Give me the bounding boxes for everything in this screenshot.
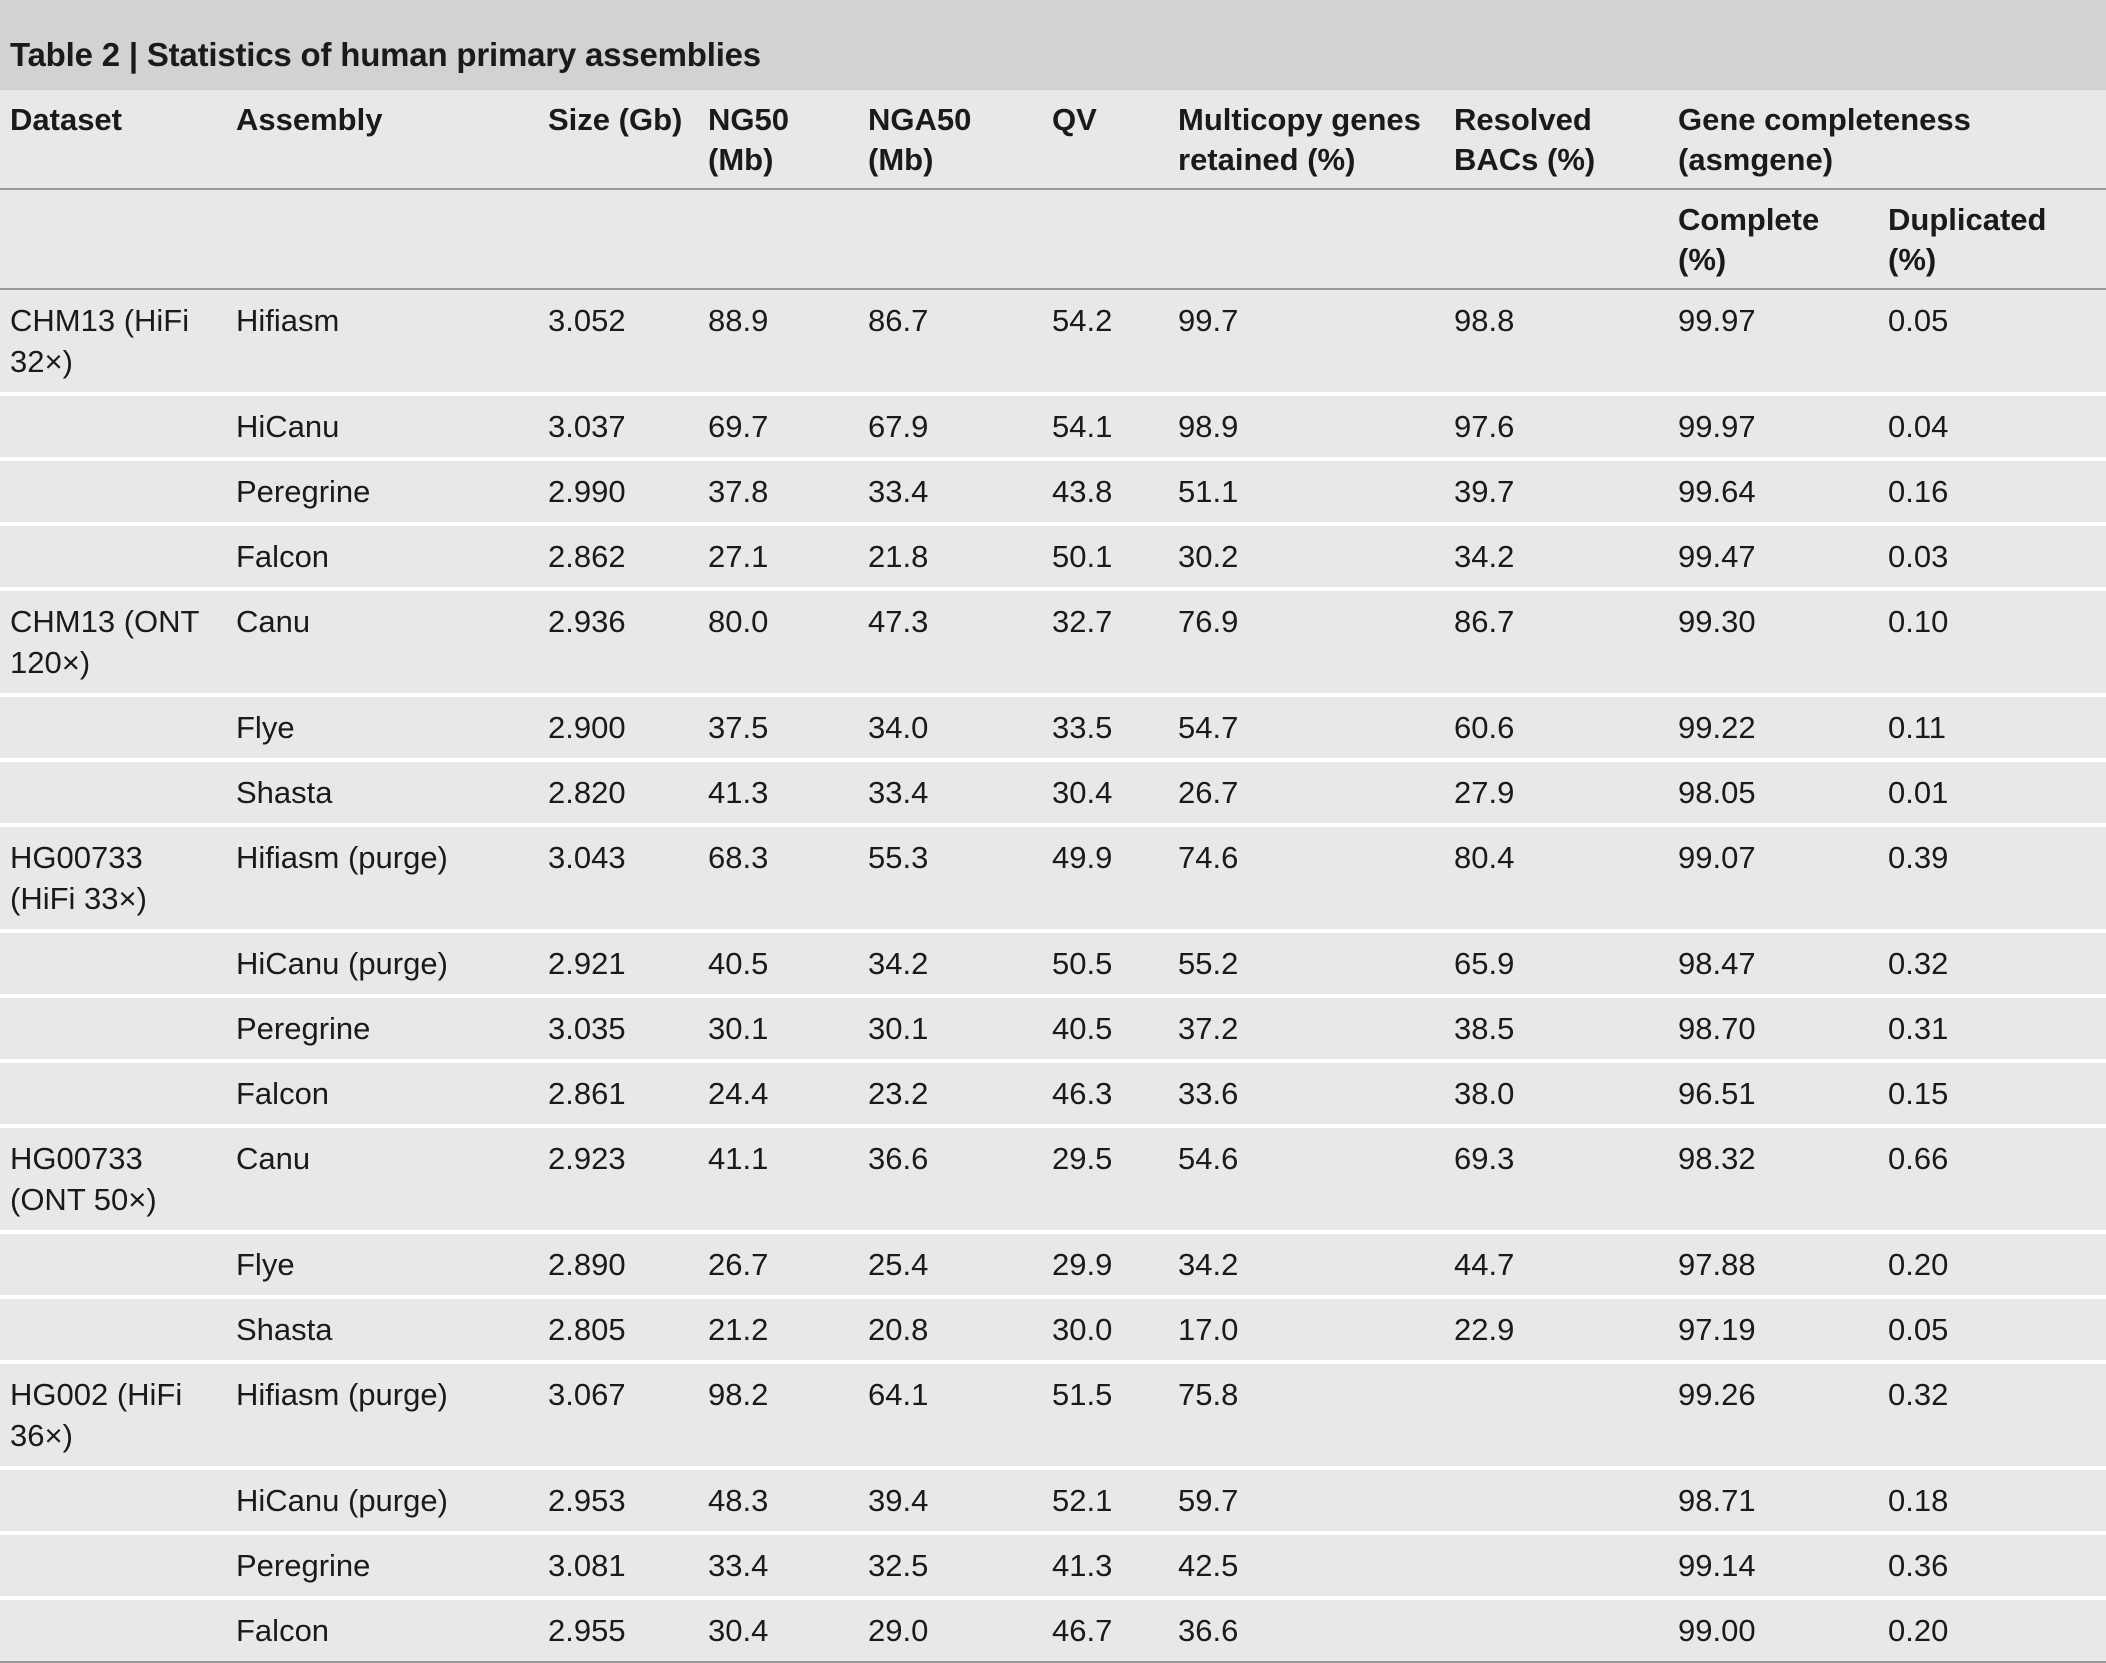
cell-duplicated: 0.18: [1878, 1468, 2106, 1533]
cell-ng50: 37.8: [698, 459, 858, 524]
table-row: [0, 524, 2106, 589]
cell-dataset: [0, 1061, 226, 1126]
cell-duplicated: 0.32: [1878, 1362, 2106, 1468]
cell-multicopy: 42.5: [1168, 1533, 1444, 1598]
cell-ng50: 37.5: [698, 695, 858, 760]
cell-multicopy: 26.7: [1168, 760, 1444, 825]
cell-dataset: HG00733 (HiFi 33×): [0, 825, 226, 931]
cell-dataset: [0, 695, 226, 760]
cell-nga50: 47.3: [858, 589, 1042, 695]
cell-multicopy: 54.6: [1168, 1126, 1444, 1232]
cell-ng50: 98.2: [698, 1362, 858, 1468]
table-row: [0, 459, 2106, 524]
header-dataset: Dataset: [0, 90, 226, 189]
cell-ng50: 69.7: [698, 394, 858, 459]
cell-multicopy: 34.2: [1168, 1232, 1444, 1297]
header-qv: QV: [1042, 90, 1168, 189]
cell-qv: 30.4: [1042, 760, 1168, 825]
cell-nga50: 55.3: [858, 825, 1042, 931]
header-duplicated: Duplicated (%): [1878, 189, 2106, 289]
cell-complete: 99.64: [1668, 459, 1878, 524]
cell-dataset: CHM13 (HiFi 32×): [0, 289, 226, 394]
cell-bacs: 44.7: [1444, 1232, 1668, 1297]
cell-bacs: 27.9: [1444, 760, 1668, 825]
cell-qv: 46.3: [1042, 1061, 1168, 1126]
cell-ng50: 24.4: [698, 1061, 858, 1126]
table-title-bar: [0, 0, 2106, 90]
cell-size: 2.921: [538, 931, 698, 996]
cell-multicopy: 59.7: [1168, 1468, 1444, 1533]
cell-bacs: 34.2: [1444, 524, 1668, 589]
cell-size: 2.900: [538, 695, 698, 760]
cell-size: 3.037: [538, 394, 698, 459]
assembly-statistics-table: [0, 90, 2106, 1663]
cell-assembly: Shasta: [226, 1297, 538, 1362]
cell-nga50: 39.4: [858, 1468, 1042, 1533]
cell-size: 3.081: [538, 1533, 698, 1598]
cell-nga50: 30.1: [858, 996, 1042, 1061]
cell-qv: 54.1: [1042, 394, 1168, 459]
cell-size: 2.955: [538, 1598, 698, 1662]
cell-multicopy: 51.1: [1168, 459, 1444, 524]
cell-qv: 33.5: [1042, 695, 1168, 760]
cell-size: 2.861: [538, 1061, 698, 1126]
cell-qv: 46.7: [1042, 1598, 1168, 1662]
cell-duplicated: 0.32: [1878, 931, 2106, 996]
cell-qv: 41.3: [1042, 1533, 1168, 1598]
cell-complete: 98.05: [1668, 760, 1878, 825]
cell-nga50: 20.8: [858, 1297, 1042, 1362]
cell-assembly: Peregrine: [226, 459, 538, 524]
header-row: [0, 90, 2106, 189]
cell-qv: 32.7: [1042, 589, 1168, 695]
cell-ng50: 30.4: [698, 1598, 858, 1662]
cell-size: 2.862: [538, 524, 698, 589]
cell-size: 2.923: [538, 1126, 698, 1232]
cell-qv: 29.9: [1042, 1232, 1168, 1297]
cell-size: 2.953: [538, 1468, 698, 1533]
cell-assembly: Peregrine: [226, 996, 538, 1061]
cell-complete: 97.19: [1668, 1297, 1878, 1362]
cell-complete: 98.47: [1668, 931, 1878, 996]
cell-bacs: 39.7: [1444, 459, 1668, 524]
cell-assembly: Shasta: [226, 760, 538, 825]
header-resolved-bacs: Resolved BACs (%): [1444, 90, 1668, 189]
cell-qv: 51.5: [1042, 1362, 1168, 1468]
cell-size: 3.043: [538, 825, 698, 931]
table-body: [0, 289, 2106, 1662]
cell-duplicated: 0.36: [1878, 1533, 2106, 1598]
cell-complete: 99.97: [1668, 394, 1878, 459]
cell-qv: 49.9: [1042, 825, 1168, 931]
cell-bacs: 65.9: [1444, 931, 1668, 996]
cell-assembly: Flye: [226, 1232, 538, 1297]
cell-qv: 54.2: [1042, 289, 1168, 394]
cell-assembly: Canu: [226, 1126, 538, 1232]
cell-complete: 99.22: [1668, 695, 1878, 760]
cell-ng50: 80.0: [698, 589, 858, 695]
cell-nga50: 33.4: [858, 760, 1042, 825]
cell-assembly: Falcon: [226, 1598, 538, 1662]
cell-complete: 99.07: [1668, 825, 1878, 931]
cell-bacs: [1444, 1598, 1668, 1662]
cell-complete: 97.88: [1668, 1232, 1878, 1297]
header-nga50: NGA50 (Mb): [858, 90, 1042, 189]
cell-bacs: 38.5: [1444, 996, 1668, 1061]
cell-qv: 40.5: [1042, 996, 1168, 1061]
subheader-row: [0, 189, 2106, 289]
header-ng50: NG50 (Mb): [698, 90, 858, 189]
cell-ng50: 48.3: [698, 1468, 858, 1533]
cell-ng50: 41.3: [698, 760, 858, 825]
cell-ng50: 27.1: [698, 524, 858, 589]
cell-bacs: 98.8: [1444, 289, 1668, 394]
cell-duplicated: 0.10: [1878, 589, 2106, 695]
table-row: [0, 760, 2106, 825]
cell-ng50: 88.9: [698, 289, 858, 394]
cell-assembly: HiCanu (purge): [226, 931, 538, 996]
cell-qv: 52.1: [1042, 1468, 1168, 1533]
cell-multicopy: 33.6: [1168, 1061, 1444, 1126]
cell-assembly: Falcon: [226, 524, 538, 589]
cell-size: 2.820: [538, 760, 698, 825]
cell-assembly: Flye: [226, 695, 538, 760]
cell-nga50: 64.1: [858, 1362, 1042, 1468]
cell-multicopy: 30.2: [1168, 524, 1444, 589]
cell-size: 2.805: [538, 1297, 698, 1362]
table-row: [0, 589, 2106, 695]
cell-size: 2.990: [538, 459, 698, 524]
table-row: [0, 1232, 2106, 1297]
cell-size: 3.067: [538, 1362, 698, 1468]
cell-multicopy: 17.0: [1168, 1297, 1444, 1362]
table-row: [0, 1533, 2106, 1598]
cell-bacs: [1444, 1533, 1668, 1598]
cell-multicopy: 36.6: [1168, 1598, 1444, 1662]
cell-duplicated: 0.39: [1878, 825, 2106, 931]
cell-assembly: Hifiasm (purge): [226, 825, 538, 931]
cell-assembly: Falcon: [226, 1061, 538, 1126]
cell-nga50: 67.9: [858, 394, 1042, 459]
cell-assembly: HiCanu (purge): [226, 1468, 538, 1533]
cell-complete: 98.71: [1668, 1468, 1878, 1533]
cell-complete: 98.70: [1668, 996, 1878, 1061]
cell-duplicated: 0.01: [1878, 760, 2106, 825]
cell-dataset: [0, 524, 226, 589]
cell-multicopy: 54.7: [1168, 695, 1444, 760]
cell-nga50: 23.2: [858, 1061, 1042, 1126]
table-row: [0, 394, 2106, 459]
cell-duplicated: 0.03: [1878, 524, 2106, 589]
cell-duplicated: 0.05: [1878, 1297, 2106, 1362]
table-title: Table 2 | Statistics of human primary assemblies: [10, 36, 761, 73]
table-row: [0, 289, 2106, 394]
cell-duplicated: 0.05: [1878, 289, 2106, 394]
cell-nga50: 34.2: [858, 931, 1042, 996]
cell-bacs: [1444, 1468, 1668, 1533]
cell-nga50: 29.0: [858, 1598, 1042, 1662]
cell-dataset: HG00733 (ONT 50×): [0, 1126, 226, 1232]
cell-ng50: 26.7: [698, 1232, 858, 1297]
table-row: [0, 1126, 2106, 1232]
cell-nga50: 25.4: [858, 1232, 1042, 1297]
cell-multicopy: 99.7: [1168, 289, 1444, 394]
cell-ng50: 33.4: [698, 1533, 858, 1598]
cell-dataset: [0, 1297, 226, 1362]
cell-complete: 99.00: [1668, 1598, 1878, 1662]
cell-ng50: 41.1: [698, 1126, 858, 1232]
cell-dataset: [0, 996, 226, 1061]
cell-assembly: Hifiasm (purge): [226, 1362, 538, 1468]
cell-complete: 99.30: [1668, 589, 1878, 695]
cell-size: 2.936: [538, 589, 698, 695]
cell-duplicated: 0.20: [1878, 1598, 2106, 1662]
cell-duplicated: 0.15: [1878, 1061, 2106, 1126]
cell-dataset: [0, 394, 226, 459]
cell-size: 2.890: [538, 1232, 698, 1297]
cell-dataset: [0, 1232, 226, 1297]
cell-multicopy: 55.2: [1168, 931, 1444, 996]
cell-multicopy: 98.9: [1168, 394, 1444, 459]
cell-nga50: 33.4: [858, 459, 1042, 524]
table-row: [0, 1061, 2106, 1126]
cell-complete: 99.14: [1668, 1533, 1878, 1598]
cell-size: 3.052: [538, 289, 698, 394]
cell-complete: 99.26: [1668, 1362, 1878, 1468]
table-row: [0, 996, 2106, 1061]
cell-duplicated: 0.04: [1878, 394, 2106, 459]
table-row: [0, 1362, 2106, 1468]
cell-qv: 50.1: [1042, 524, 1168, 589]
cell-duplicated: 0.31: [1878, 996, 2106, 1061]
table-row: [0, 931, 2106, 996]
cell-ng50: 40.5: [698, 931, 858, 996]
cell-assembly: Peregrine: [226, 1533, 538, 1598]
cell-dataset: [0, 1598, 226, 1662]
table-row: [0, 1297, 2106, 1362]
cell-nga50: 34.0: [858, 695, 1042, 760]
cell-bacs: 60.6: [1444, 695, 1668, 760]
header-size: Size (Gb): [538, 90, 698, 189]
cell-dataset: [0, 1468, 226, 1533]
cell-bacs: 86.7: [1444, 589, 1668, 695]
header-assembly: Assembly: [226, 90, 538, 189]
cell-bacs: 80.4: [1444, 825, 1668, 931]
cell-multicopy: 74.6: [1168, 825, 1444, 931]
cell-nga50: 86.7: [858, 289, 1042, 394]
cell-qv: 50.5: [1042, 931, 1168, 996]
cell-assembly: Canu: [226, 589, 538, 695]
cell-nga50: 32.5: [858, 1533, 1042, 1598]
cell-nga50: 36.6: [858, 1126, 1042, 1232]
cell-bacs: 69.3: [1444, 1126, 1668, 1232]
cell-multicopy: 37.2: [1168, 996, 1444, 1061]
cell-bacs: 38.0: [1444, 1061, 1668, 1126]
cell-duplicated: 0.11: [1878, 695, 2106, 760]
cell-nga50: 21.8: [858, 524, 1042, 589]
cell-size: 3.035: [538, 996, 698, 1061]
cell-complete: 96.51: [1668, 1061, 1878, 1126]
cell-dataset: [0, 760, 226, 825]
cell-multicopy: 75.8: [1168, 1362, 1444, 1468]
cell-qv: 29.5: [1042, 1126, 1168, 1232]
cell-bacs: [1444, 1362, 1668, 1468]
cell-duplicated: 0.20: [1878, 1232, 2106, 1297]
table-row: [0, 1468, 2106, 1533]
cell-dataset: [0, 931, 226, 996]
header-multicopy: Multicopy genes retained (%): [1168, 90, 1444, 189]
cell-complete: 99.97: [1668, 289, 1878, 394]
header-complete: Complete (%): [1668, 189, 1878, 289]
cell-ng50: 68.3: [698, 825, 858, 931]
cell-complete: 99.47: [1668, 524, 1878, 589]
cell-dataset: [0, 459, 226, 524]
cell-duplicated: 0.16: [1878, 459, 2106, 524]
cell-ng50: 30.1: [698, 996, 858, 1061]
cell-assembly: Hifiasm: [226, 289, 538, 394]
cell-multicopy: 76.9: [1168, 589, 1444, 695]
table-row: [0, 825, 2106, 931]
cell-bacs: 97.6: [1444, 394, 1668, 459]
cell-ng50: 21.2: [698, 1297, 858, 1362]
cell-bacs: 22.9: [1444, 1297, 1668, 1362]
cell-assembly: HiCanu: [226, 394, 538, 459]
cell-dataset: CHM13 (ONT 120×): [0, 589, 226, 695]
cell-dataset: [0, 1533, 226, 1598]
cell-duplicated: 0.66: [1878, 1126, 2106, 1232]
table-row: [0, 1598, 2106, 1662]
cell-dataset: HG002 (HiFi 36×): [0, 1362, 226, 1468]
cell-qv: 30.0: [1042, 1297, 1168, 1362]
cell-qv: 43.8: [1042, 459, 1168, 524]
table-row: [0, 695, 2106, 760]
header-gene-completeness: Gene completeness (asmgene): [1668, 90, 2106, 189]
cell-complete: 98.32: [1668, 1126, 1878, 1232]
